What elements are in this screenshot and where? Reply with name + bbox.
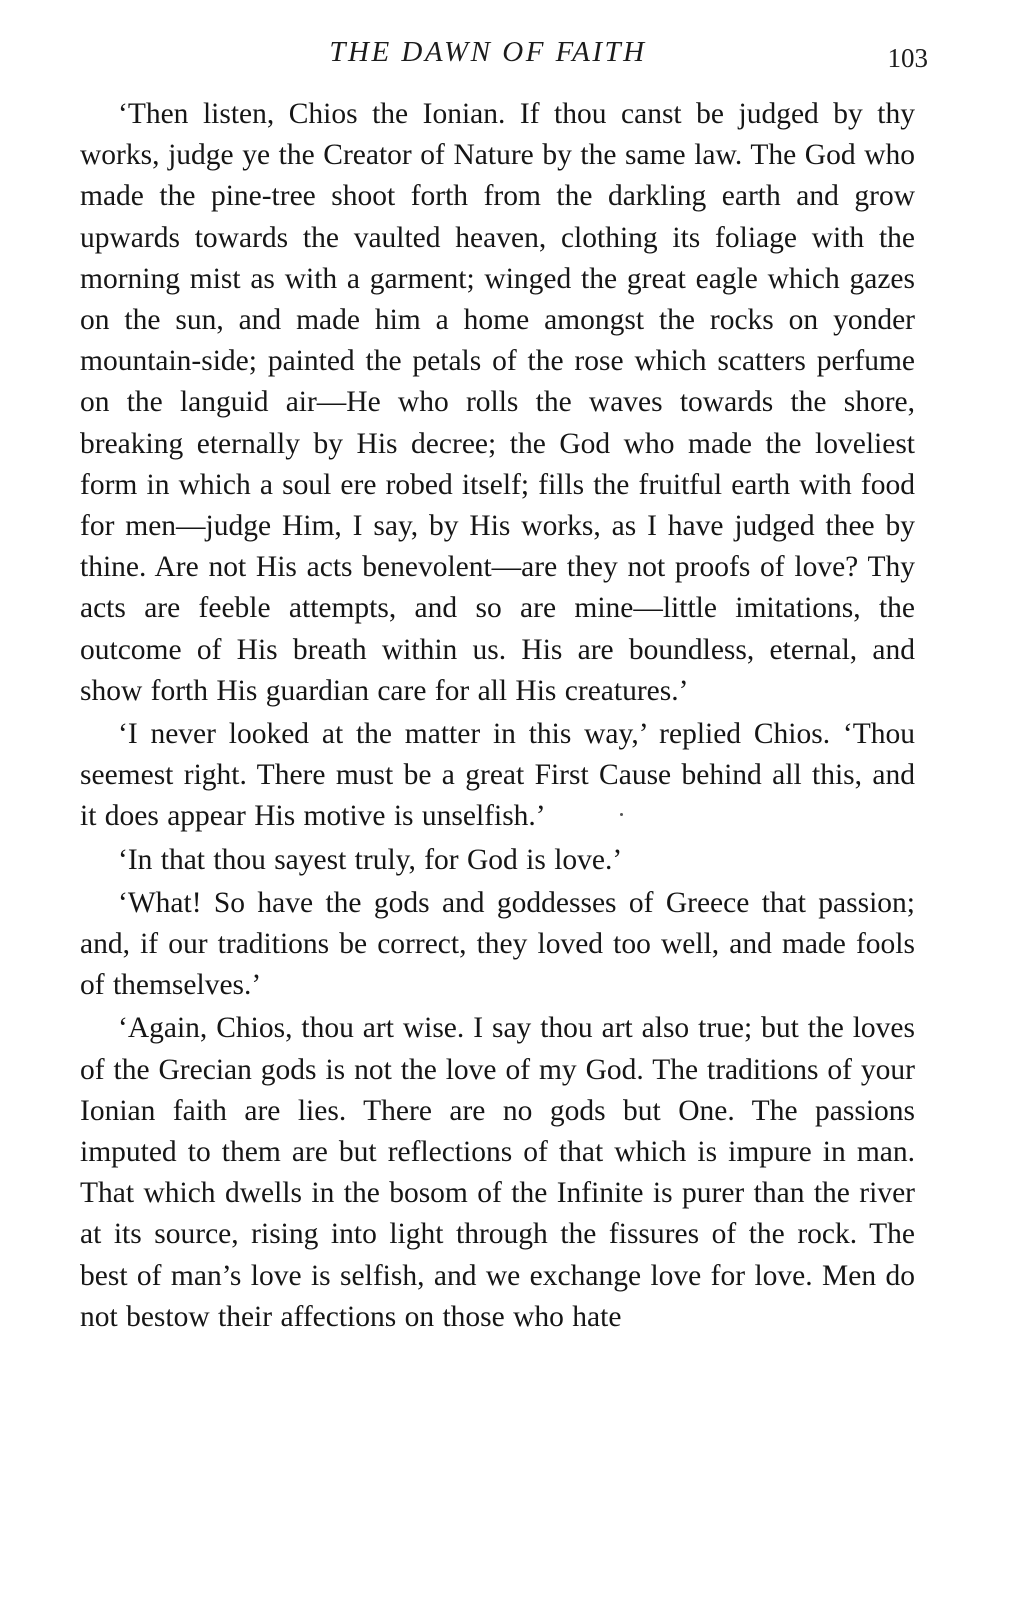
ink-speck (620, 813, 623, 816)
paragraph: ‘What! So have the gods and goddesses of Greece that passion; and, if our traditions be correct, they loved too well, and made fools of themselves.’ (80, 886, 915, 1002)
running-title: THE DAWN OF FAITH (329, 36, 647, 68)
running-head (78, 34, 928, 74)
paragraph: ‘Then listen, Chios the Ionian. If thou canst be judged by thy works, judge ye the Creator of Nature by the same law. The God who made the pine-tree shoot forth from the darkling earth and grow upwards towards the vaulted heaven, clothing its foliage with the morning mist as with a garment; winged the great eagle which gazes on the sun, and made him a home amongst the rocks on yonder mountain-side; painted the petals of the rose which scatters perfume on the languid air—He who rolls the waves towards the shore, breaking eternally by His decree; the God who made the loveliest form in which a soul ere robed itself; fills the fruitful earth with food for men—judge Him, I say, by His works, as I have judged thee by thine. Are not His acts benevolent—are they not proofs of love? Thy acts are feeble attempts, and so are mine—little imitations, the outcome of His breath within us. His are boundless, eternal, and show forth His guardian care for all His creatures.’ (80, 98, 915, 707)
paragraph: ‘Again, Chios, thou art wise. I say thou art also true; but the loves of the Grecian gods is not the love of my God. The traditions of your Ionian faith are lies. There are no gods but One. The passions imputed to them are but reflections of that which is impure in man. That which dwells in the bosom of the Infinite is purer than the river at its source, rising into light through the fissures of the rock. The best of man’s love is selfish, and we exchange love for love. Men do not bestow their affections on those who hate (80, 1012, 915, 1333)
page-number: 103 (887, 43, 928, 73)
paragraph: ‘I never looked at the matter in this way,’ replied Chios. ‘Thou seemest right. There must be a great First Cause behind all this, and it does appear His motive is unselfish.’ (80, 718, 915, 833)
body-text (80, 94, 915, 1338)
paragraph: ‘In that thou sayest truly, for God is love.’ (118, 843, 623, 876)
